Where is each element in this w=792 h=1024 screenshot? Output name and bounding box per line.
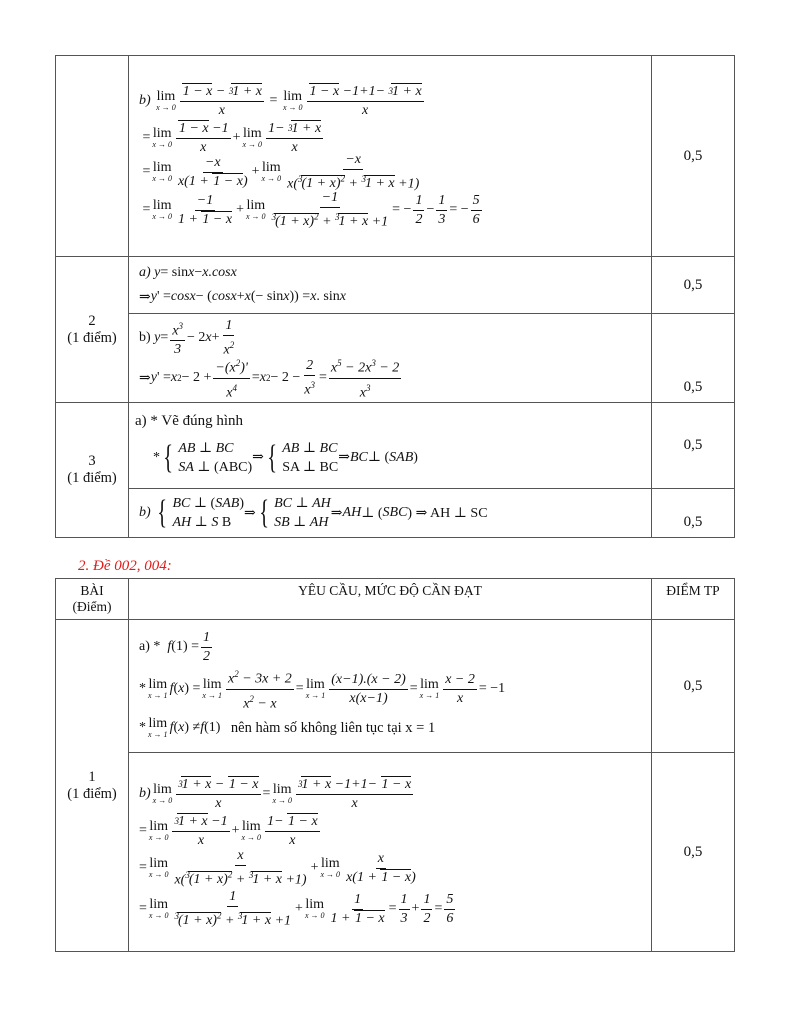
q3a-score: 0,5 bbox=[652, 403, 735, 489]
q1a-score: 0,5 bbox=[652, 620, 735, 753]
q1b-score: 0,5 bbox=[652, 56, 735, 257]
q1a-solution: a) * f (1) = 1 2 * lim x → 1 f ( x ) = lim x → 1 $x^2 - 3x + 2$ $x^2 - x$ = lim x → 1 (x−1).(x − 2) x(x−1) = lim x → 1 x − 2 x = −1 * lim x → 1 f ( x ) ≠ f (1) nên hàm số không liên tục tại x = 1 bbox=[129, 620, 652, 753]
q3b-score: 0,5 bbox=[652, 489, 735, 538]
col-header-diemtp: ĐIỂM TP bbox=[652, 579, 735, 620]
question-1-cell bbox=[56, 56, 129, 257]
col-header-yeucau: YÊU CẦU, MỨC ĐỘ CẦN ĐẠT bbox=[129, 579, 652, 620]
q2a-solution: a) y = sin x − x.cosx ⇒ y ' = cosx − ( cosx + x (− sin x )) = x . sin x bbox=[129, 257, 652, 314]
q2b-score: 0,5 bbox=[652, 314, 735, 403]
question-2-label: 2 (1 điểm) bbox=[56, 257, 129, 403]
question-3-label: 3 (1 điểm) bbox=[56, 403, 129, 538]
q1b-solution: b) lim x → 0 1 − x − $^3$1 + x x = lim x → 0 1 − x −1+1− $^3$1 + x x = lim x → 0 1 − x −1 x + lim x → 0 1− $^3$1 + x x = lim x → 0 −x x(1 + 1 − x) + lim x → 0 −x $x(^3(1 + x)^2 + ^31 + x +1)$ = lim x → 0 −1 1 + 1 − x + lim x → 0 −1 $^3(1 + x)^2 + ^31 + x +1$ = − 1 2 − 1 3 = − 5 6 bbox=[129, 56, 652, 257]
q2a-score: 0,5 bbox=[652, 257, 735, 314]
q3a-solution: a) * Vẽ đúng hình * { AB ⊥ BC SA ⊥ (ABC) ⇒ { AB ⊥ BC SA ⊥ BC ⇒ BC ⊥ ( SAB ) bbox=[129, 403, 652, 489]
q3b-solution: b) { BC ⊥ (SAB) AH ⊥ S B ⇒ { BC ⊥ AH SB ⊥ AH ⇒ AH ⊥ ( SBC ) ⇒ AH ⊥ SC bbox=[129, 489, 652, 538]
col-header-bai: BÀI (Điểm) bbox=[56, 579, 129, 620]
answer-table-2 bbox=[55, 578, 735, 952]
q1b-solution-2: b) lim x → 0 $^3$1 + x − 1 − x x = lim x → 0 $^3$1 + x −1+1− 1 − x x = lim x → 0 $^3$1 + x −1 x + lim x → 0 1− 1 − x x = lim x → 0 x $x(^3(1 + x)^2 + ^31 + x +1)$ + lim x → 0 x x(1 + 1 − x) = lim x → 0 1 $^3(1 + x)^2 + ^31 + x +1$ + lim x → 0 1 1 + 1 − x = 1 3 + 1 2 = 5 6 bbox=[129, 753, 652, 952]
question-1-label: 1 (1 điểm) bbox=[56, 620, 129, 952]
q2b-solution: b) y = $x^3$ 3 − 2 x + 1 $x^2$ ⇒ y ' = x 2 − 2 + $-(x^2)'$ $x^4$ = x 2 − 2 − 2 $x^3$ = $x^5 - 2x^3 - 2$ $x^3$ bbox=[129, 314, 652, 403]
section-heading: 2. Đề 002, 004: bbox=[78, 558, 172, 574]
answer-table-1 bbox=[55, 55, 735, 538]
q1b-score-2: 0,5 bbox=[652, 753, 735, 952]
